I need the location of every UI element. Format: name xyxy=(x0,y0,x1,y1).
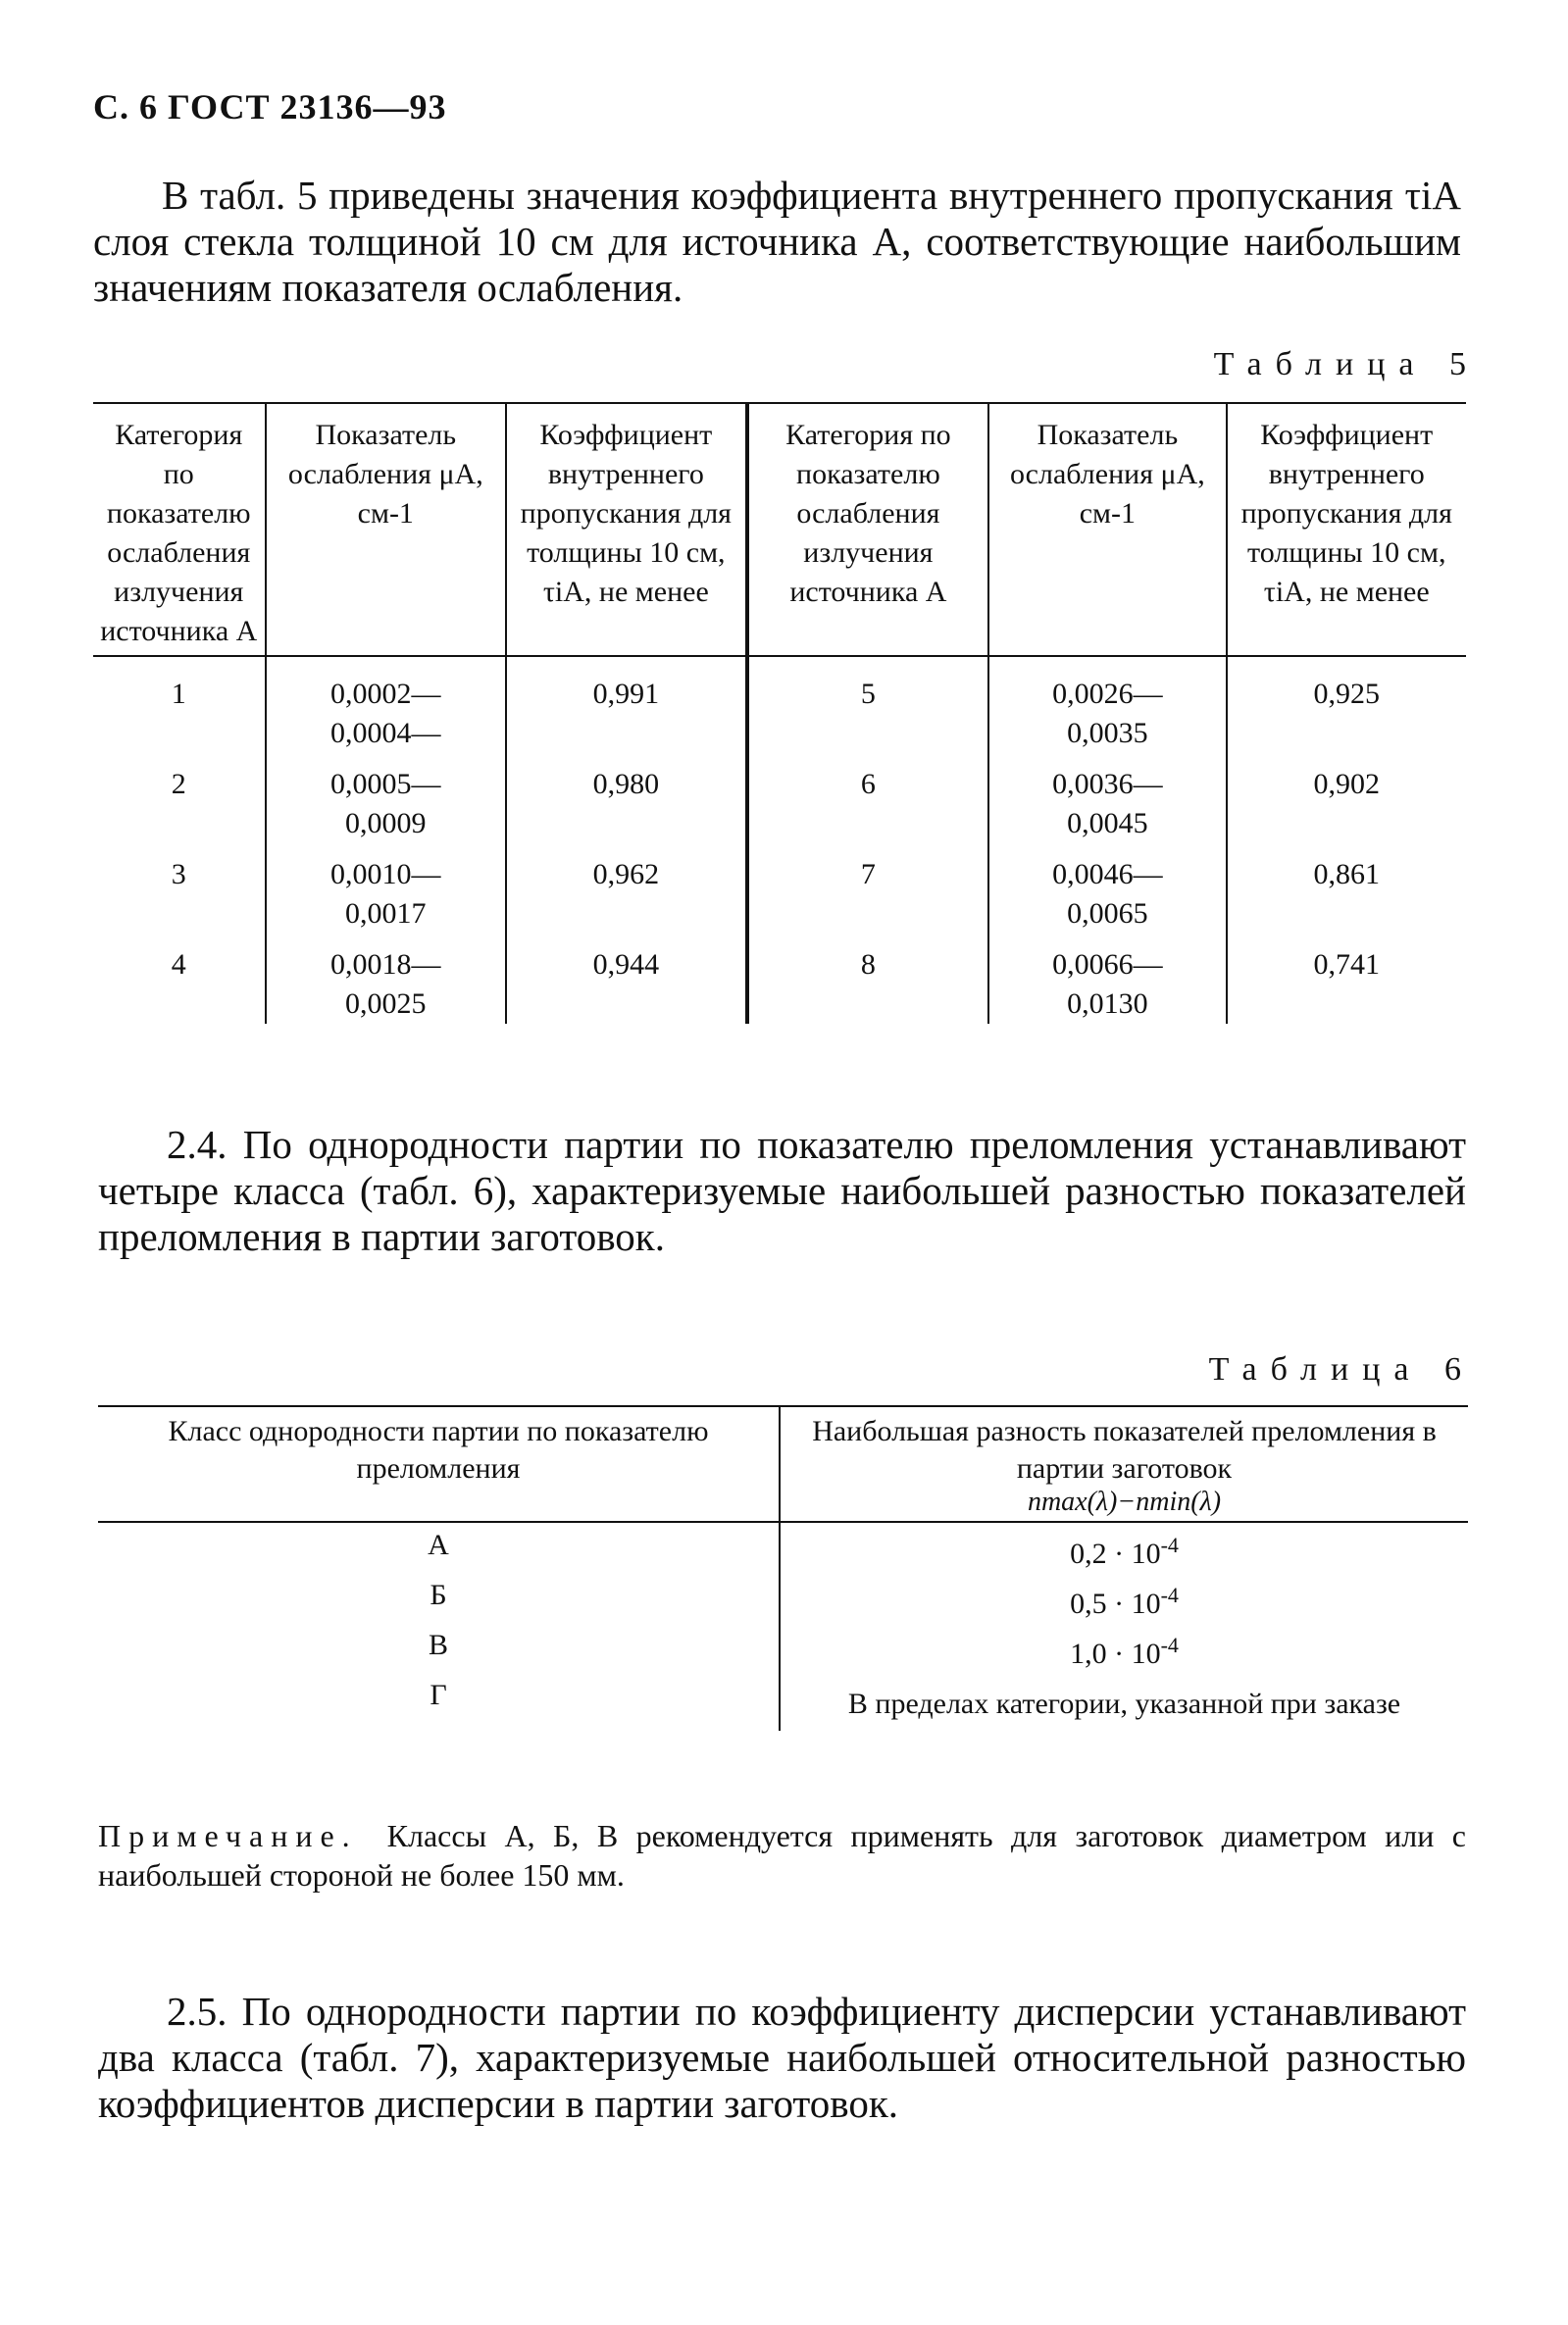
table-row xyxy=(98,1673,1468,1731)
t5-cell: 0,0002— 0,0004— xyxy=(266,656,507,753)
t5-cell: 1 xyxy=(171,678,186,710)
paragraph-2-4: 2.4. По однородности партии по показателю преломления устанавливают четыре класса (табл. 6), характеризуемые наибольшей разностью показателей преломления в партии заготовок. xyxy=(98,1122,1466,1259)
table6-caption: Таблица 6 xyxy=(1208,1351,1475,1388)
table-row xyxy=(98,1623,1468,1673)
t5-cell: 0,0046— 0,0065 xyxy=(988,843,1226,934)
table-row xyxy=(93,934,1466,1024)
t5-cell: 0,0066— 0,0130 xyxy=(988,934,1226,1024)
t6-cell: В xyxy=(428,1629,448,1661)
t5-cell: 0,0010— 0,0017 xyxy=(266,843,507,934)
table-row xyxy=(93,753,1466,843)
note-text: Классы А, Б, В рекомендуется применять для заготовок диаметром или с наибольшей стороной не более 150 мм. xyxy=(98,1818,1466,1893)
t5-cell: 0,962 xyxy=(506,843,747,934)
t5-cell: 7 xyxy=(747,843,989,934)
t5-cell: 0,861 xyxy=(1227,843,1467,934)
t6-cell: $0,2 \cdot 10^{-4}$ xyxy=(780,1522,1468,1573)
t5-cell: 3 xyxy=(171,858,186,890)
table-5 xyxy=(93,402,1466,1024)
table-row xyxy=(93,656,1466,753)
t5-cell: 2 xyxy=(171,768,186,800)
t6-header-class: Класс однородности партии по показателю преломления xyxy=(98,1406,780,1522)
t5-cell: 0,980 xyxy=(506,753,747,843)
t6-header-formula: nmax(λ)−nmin(λ) xyxy=(1027,1487,1222,1517)
t5-header-transmission-2: Коэффициент внутреннего пропускания для толщины 10 см, τiA, не менее xyxy=(1227,403,1467,656)
intro-paragraph: В табл. 5 приведены значения коэффициента внутреннего пропускания τiA слоя стекла толщиной 10 см для источника А, соответствующие наибольшим значениям показателя ослабления. xyxy=(93,173,1461,310)
t6-cell: Б xyxy=(430,1579,447,1611)
t5-cell: 0,991 xyxy=(506,656,747,753)
t5-header-attenuation-2: Показатель ослабления μA, см-1 xyxy=(988,403,1226,656)
table-row xyxy=(98,1522,1468,1573)
t6-cell: $1,0 \cdot 10^{-4}$ xyxy=(780,1623,1468,1673)
t5-header-attenuation-1: Показатель ослабления μA, см-1 xyxy=(266,403,507,656)
t5-cell: 4 xyxy=(171,948,186,981)
t6-cell: А xyxy=(428,1529,449,1561)
t5-cell: 0,925 xyxy=(1227,656,1467,753)
page-header: С. 6 ГОСТ 23136—93 xyxy=(93,87,447,126)
t6-cell: В пределах категории, указанной при заказе xyxy=(780,1673,1468,1731)
t5-cell: 6 xyxy=(747,753,989,843)
table-row xyxy=(98,1573,1468,1623)
t6-cell: $0,5 \cdot 10^{-4}$ xyxy=(780,1573,1468,1623)
t5-header-transmission-1: Коэффициент внутреннего пропускания для толщины 10 см, τiA, не менее xyxy=(506,403,747,656)
table6-note xyxy=(98,1816,1466,1895)
t5-cell: 0,0005— 0,0009 xyxy=(266,753,507,843)
note-label: Примечание. xyxy=(98,1818,358,1853)
t6-cell: Г xyxy=(430,1679,447,1711)
paragraph-2-5: 2.5. По однородности партии по коэффициенту дисперсии устанавливают два класса (табл. 7), характеризуемые наибольшей относительной разностью коэффициентов дисперсии в партии заготовок. xyxy=(98,1989,1466,2126)
t5-cell: 5 xyxy=(747,656,989,753)
table-row xyxy=(93,843,1466,934)
t5-cell: 0,0026— 0,0035 xyxy=(988,656,1226,753)
table5-caption: Таблица 5 xyxy=(1213,346,1480,382)
t6-header-difference: Наибольшая разность показателей преломления в партии заготовок nmax(λ)−nmin(λ) xyxy=(780,1406,1468,1522)
t5-cell: 0,902 xyxy=(1227,753,1467,843)
t5-cell: 0,741 xyxy=(1227,934,1467,1024)
t5-cell: 0,0018— 0,0025 xyxy=(266,934,507,1024)
t5-cell: 0,0036— 0,0045 xyxy=(988,753,1226,843)
t5-header-category-2: Категория по показателю ослабления излучения источника А xyxy=(747,403,989,656)
t5-header-category-1: Категория по показателю ослабления излучения источника А xyxy=(93,403,266,656)
t5-cell: 0,944 xyxy=(506,934,747,1024)
t5-cell: 8 xyxy=(747,934,989,1024)
table-6 xyxy=(98,1405,1468,1731)
